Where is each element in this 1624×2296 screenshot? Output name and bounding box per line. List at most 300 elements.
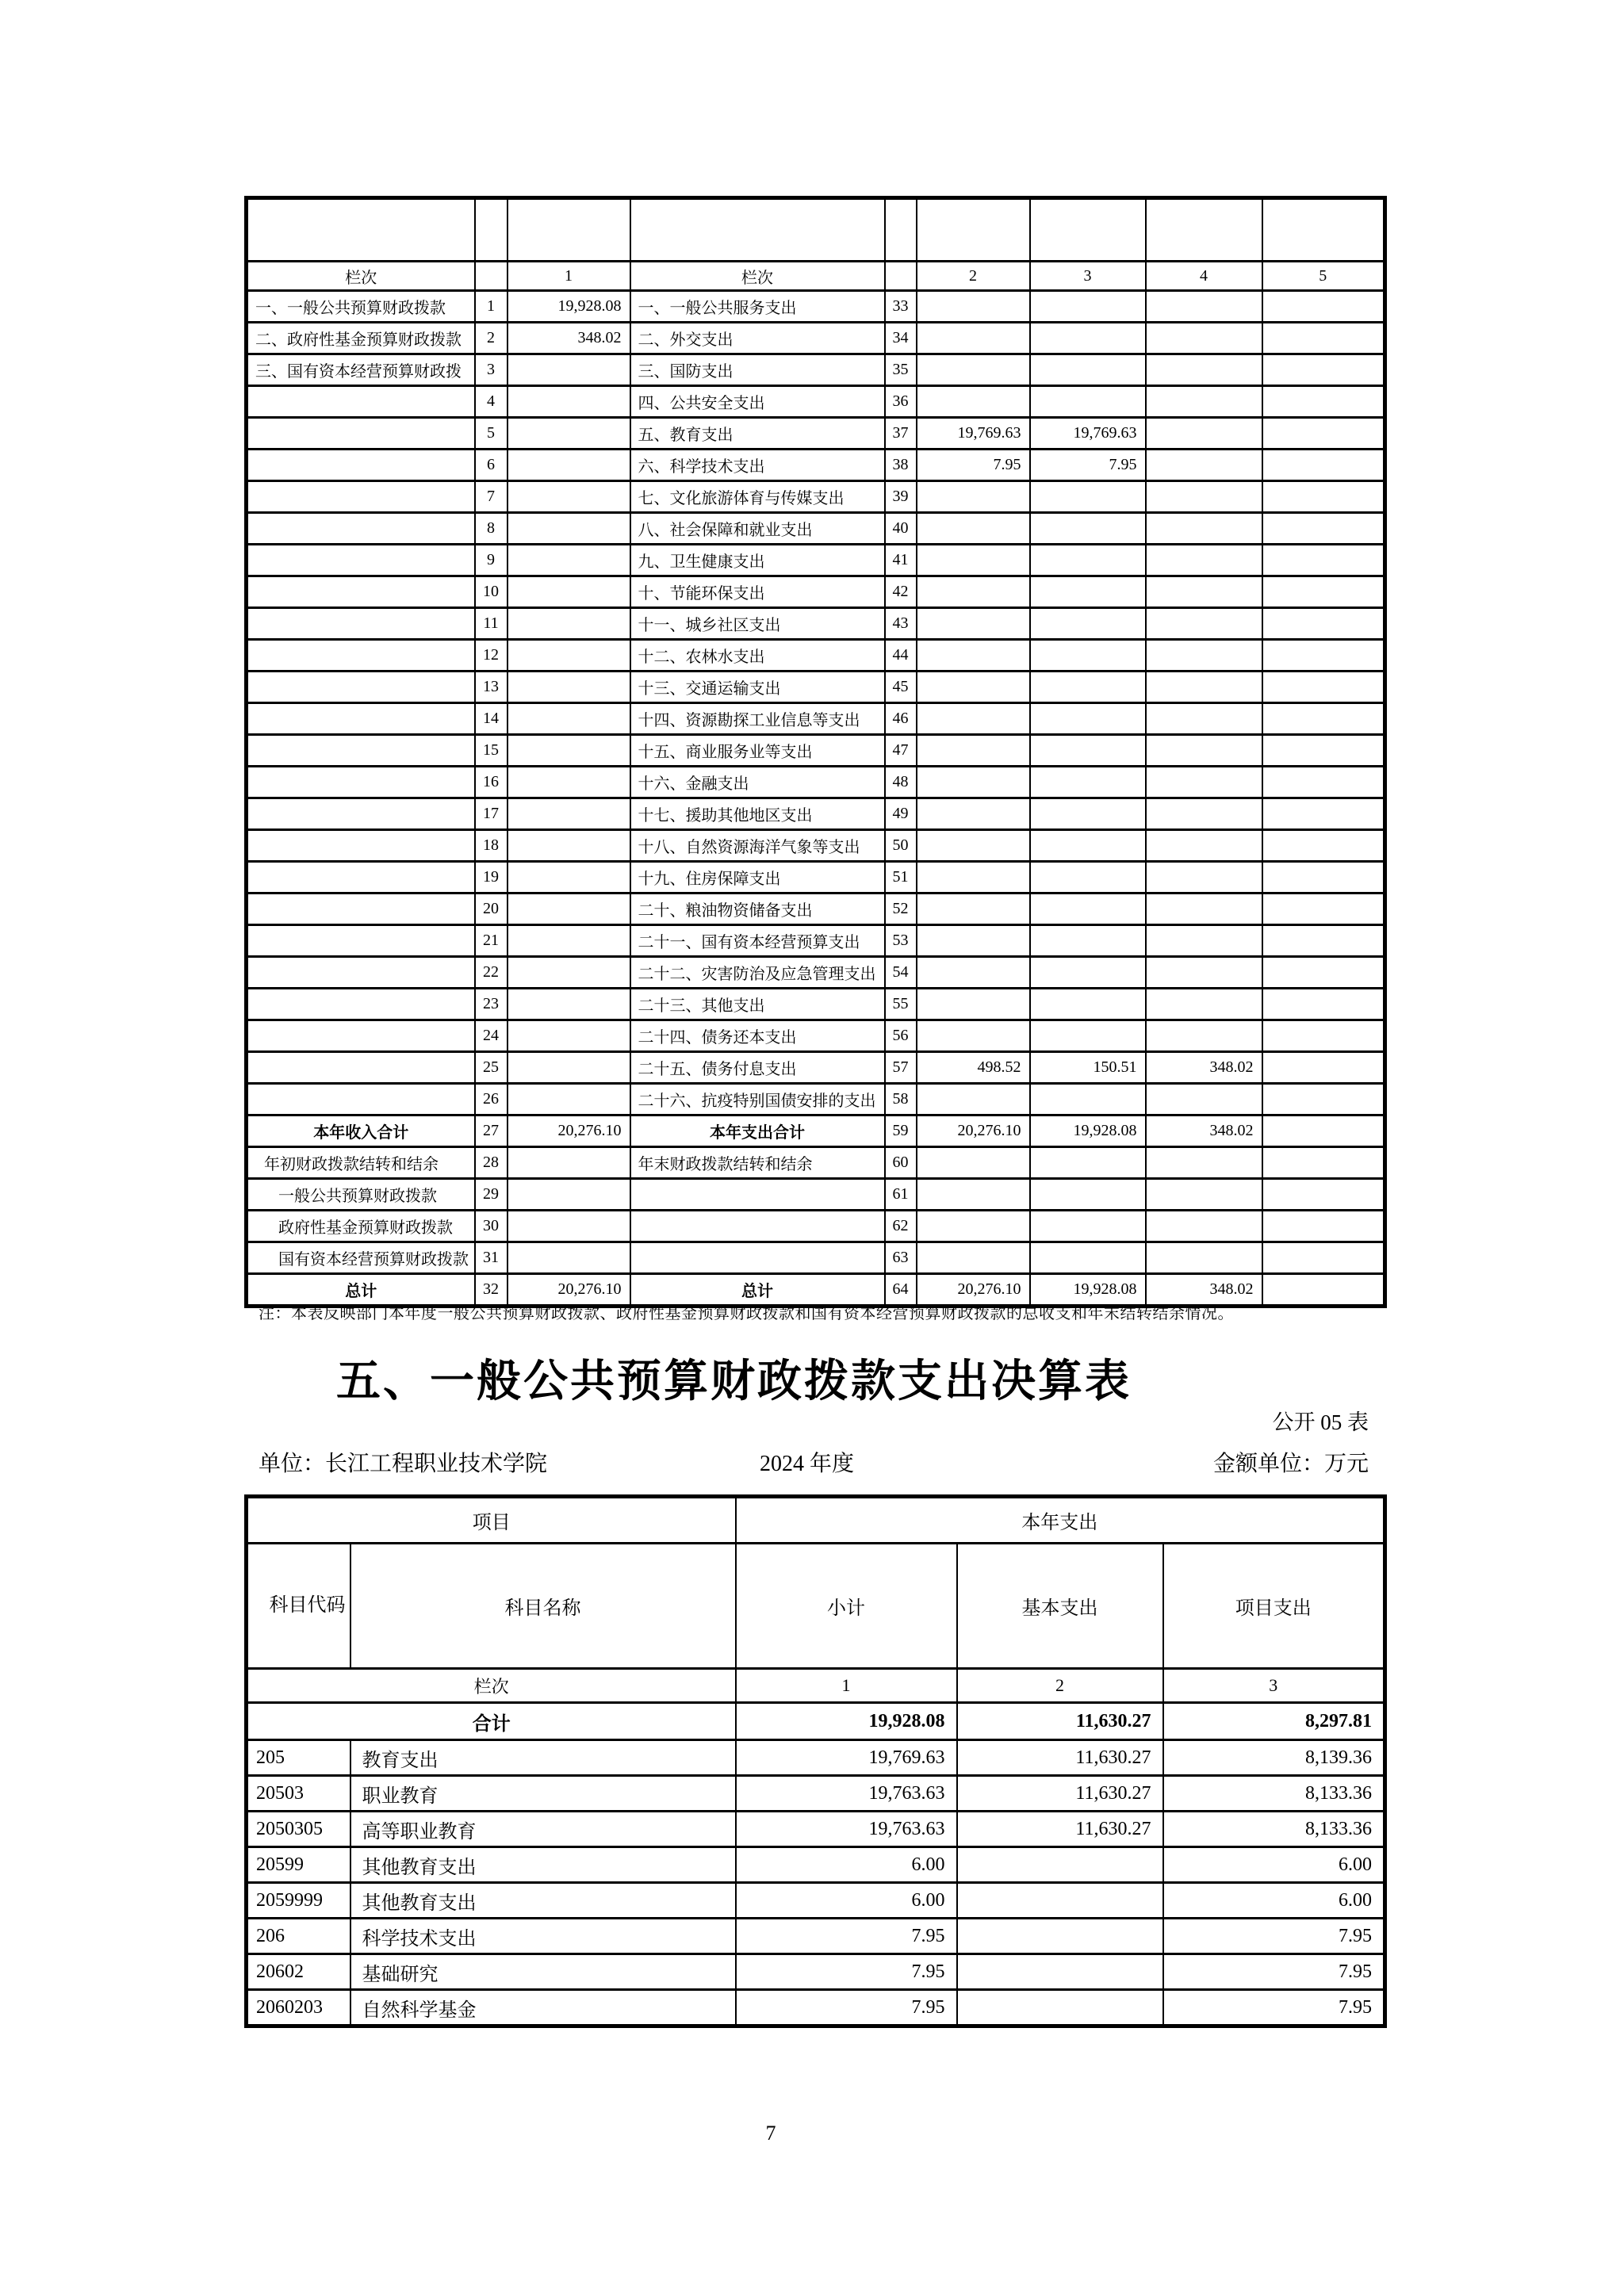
income-item-cell: 二、政府性基金预算财政拨款 [247,323,475,354]
project-expense-cell: 8,133.36 [1163,1776,1385,1812]
income-amount-cell: 348.02 [508,323,630,354]
expense-col4-cell [1146,894,1262,925]
expense-col5-cell [1262,608,1385,640]
expense-col2-cell [917,545,1030,576]
expense-col4-cell [1146,418,1262,450]
lanci-col1: 1 [508,262,630,291]
expense-col3-cell [1030,894,1146,925]
expense-line-number-cell: 49 [885,798,917,830]
income-amount-cell [508,1242,630,1274]
expense-item-cell: 六、科学技术支出 [630,450,885,481]
expense-item-cell: 十七、援助其他地区支出 [630,798,885,830]
expense-col3-cell [1030,640,1146,672]
expense-item-cell: 二、外交支出 [630,323,885,354]
table-row [247,767,1385,798]
table-row [247,672,1385,703]
income-amount-cell [508,1084,630,1115]
expense-item-cell: 十一、城乡社区支出 [630,608,885,640]
income-amount-cell [508,925,630,957]
income-amount-cell [508,608,630,640]
expense-col3-cell [1030,386,1146,418]
table-row [247,513,1385,545]
table-row [247,703,1385,735]
income-amount-cell [508,957,630,989]
total-project-cell: 8,297.81 [1163,1703,1385,1740]
expense-col5-cell [1262,481,1385,513]
income-amount-cell [508,862,630,894]
table-code-label: 公开 05 表 [1272,1410,1369,1434]
basic-expense-cell: 11,630.27 [957,1740,1163,1776]
expense-line-number-cell: 46 [885,703,917,735]
income-item-cell [247,830,475,862]
expense-col4-cell [1146,354,1262,386]
expense-col5-cell [1262,1084,1385,1115]
table-row [247,1052,1385,1084]
table-row [247,1812,1385,1847]
income-line-number-cell: 1 [475,291,508,323]
expense-col3-cell [1030,830,1146,862]
expense-col2-cell [917,513,1030,545]
expense-col3-cell [1030,481,1146,513]
expense-col2-cell [917,672,1030,703]
income-line-number-cell: 14 [475,703,508,735]
expense-line-number-cell: 41 [885,545,917,576]
lanci-label: 栏次 [247,1669,736,1703]
table-row [247,1847,1385,1883]
expense-col5-cell [1262,672,1385,703]
income-line-number-cell: 9 [475,545,508,576]
table-meta-row [244,1446,1383,1478]
expense-col3-cell [1030,989,1146,1020]
table-row [247,925,1385,957]
expense-line-number-cell: 38 [885,450,917,481]
table-row [247,1776,1385,1812]
expense-col2-cell [917,1211,1030,1242]
table-row [247,323,1385,354]
expense-col2-cell [917,291,1030,323]
expense-item-cell: 二十六、抗疫特别国债安排的支出 [630,1084,885,1115]
income-item-cell: 政府性基金预算财政拨款 [247,1211,475,1242]
expense-col2-cell [917,1179,1030,1211]
expense-col3-cell: 7.95 [1030,450,1146,481]
expense-line-number-cell: 42 [885,576,917,608]
expense-col3-cell [1030,798,1146,830]
expense-col5-cell [1262,862,1385,894]
expense-line-number-cell: 50 [885,830,917,862]
income-line-number-cell: 4 [475,386,508,418]
expense-col4-cell [1146,1084,1262,1115]
income-item-cell [247,862,475,894]
column-index-row [247,1669,1385,1703]
income-line-number-cell: 16 [475,767,508,798]
subtotal-cell: 7.95 [736,1919,957,1954]
income-item-cell [247,608,475,640]
total-row [247,1703,1385,1740]
income-amount-cell [508,1211,630,1242]
table-row [247,1242,1385,1274]
income-amount-cell [508,830,630,862]
income-amount-cell [508,386,630,418]
expense-col5-cell [1262,513,1385,545]
expense-line-number-cell: 59 [885,1115,917,1147]
table-row [247,957,1385,989]
expense-col3-cell [1030,608,1146,640]
expense-col3-cell [1030,545,1146,576]
income-amount-cell [508,640,630,672]
income-item-cell [247,450,475,481]
expense-col5-cell [1262,450,1385,481]
expense-line-number-cell: 36 [885,386,917,418]
expense-item-cell [630,1242,885,1274]
expense-col4-cell [1146,545,1262,576]
income-amount-cell [508,418,630,450]
income-amount-cell [508,767,630,798]
subject-code-header [247,1544,350,1669]
expense-col4-cell [1146,767,1262,798]
expense-item-cell: 二十一、国有资本经营预算支出 [630,925,885,957]
expense-col4-cell [1146,957,1262,989]
income-item-cell [247,418,475,450]
table-row [247,450,1385,481]
expense-col4-cell: 348.02 [1146,1274,1262,1307]
expense-col3-cell [1030,767,1146,798]
expense-item-cell [630,1179,885,1211]
income-line-number-cell: 21 [475,925,508,957]
expense-col2-cell [917,608,1030,640]
income-line-number-cell: 23 [475,989,508,1020]
income-item-cell [247,957,475,989]
income-line-number-cell: 32 [475,1274,508,1307]
expense-line-number-cell: 62 [885,1211,917,1242]
subject-code-cell: 20602 [247,1954,350,1990]
income-amount-cell [508,735,630,767]
expense-col2-cell [917,323,1030,354]
table-row [247,798,1385,830]
income-line-number-cell: 20 [475,894,508,925]
lanci-label: 栏次 [630,262,885,291]
project-expense-cell: 7.95 [1163,1990,1385,2026]
table-row [247,608,1385,640]
expense-col4-cell [1146,735,1262,767]
expense-item-cell: 二十四、债务还本支出 [630,1020,885,1052]
income-line-number-cell: 2 [475,323,508,354]
project-expense-cell: 8,133.36 [1163,1812,1385,1847]
expense-col5-cell [1262,1179,1385,1211]
expense-col2-cell: 7.95 [917,450,1030,481]
header-row-groups [247,1497,1385,1544]
expenditure-detail-table [244,1494,1387,2028]
expense-col3-cell [1030,672,1146,703]
expense-line-number-cell: 52 [885,894,917,925]
expense-col3-cell [1030,703,1146,735]
subject-code-cell: 20599 [247,1847,350,1883]
table-row-empty-header [247,198,1385,262]
income-amount-cell [508,545,630,576]
subtotal-cell: 19,769.63 [736,1740,957,1776]
expense-col4-cell [1146,576,1262,608]
expense-col5-cell [1262,957,1385,989]
subject-code-cell: 205 [247,1740,350,1776]
unit-label: 单位：长江工程职业技术学院 [259,1452,548,1476]
table-row [247,1084,1385,1115]
income-line-number-cell: 5 [475,418,508,450]
income-line-number-cell: 24 [475,1020,508,1052]
expense-col4-cell [1146,703,1262,735]
expense-line-number-cell: 64 [885,1274,917,1307]
expense-col5-cell [1262,735,1385,767]
income-line-number-cell: 19 [475,862,508,894]
basic-expense-cell [957,1919,1163,1954]
income-amount-cell [508,354,630,386]
expense-col3-cell [1030,862,1146,894]
table-row [247,354,1385,386]
income-amount-cell [508,989,630,1020]
income-line-number-cell: 6 [475,450,508,481]
subject-name-header: 科目名称 [350,1544,736,1669]
income-line-number-cell: 31 [475,1242,508,1274]
expense-item-cell: 十四、资源勘探工业信息等支出 [630,703,885,735]
expense-line-number-cell: 53 [885,925,917,957]
expense-line-number-cell: 37 [885,418,917,450]
project-expense-cell: 7.95 [1163,1954,1385,1990]
expense-col3-cell: 19,928.08 [1030,1115,1146,1147]
table-row [247,1179,1385,1211]
expense-item-cell: 二十、粮油物资储备支出 [630,894,885,925]
income-line-number-cell: 12 [475,640,508,672]
expense-line-number-cell: 54 [885,957,917,989]
expense-item-cell: 十五、商业服务业等支出 [630,735,885,767]
expense-col2-cell [917,386,1030,418]
income-line-number-cell: 8 [475,513,508,545]
income-amount-cell [508,481,630,513]
subject-name-cell: 职业教育 [350,1776,736,1812]
income-line-number-cell: 11 [475,608,508,640]
expense-col4-cell [1146,291,1262,323]
expense-col4-cell: 348.02 [1146,1052,1262,1084]
expense-col5-cell [1262,291,1385,323]
income-item-cell [247,798,475,830]
expense-col2-cell [917,957,1030,989]
income-item-cell: 一般公共预算财政拨款 [247,1179,475,1211]
table-row [247,1211,1385,1242]
expense-col5-cell [1262,703,1385,735]
lanci-label: 栏次 [247,262,475,291]
expense-col5-cell [1262,418,1385,450]
expense-col5-cell [1262,354,1385,386]
project-expense-cell: 8,139.36 [1163,1740,1385,1776]
expense-col4-cell [1146,1179,1262,1211]
income-item-cell [247,1052,475,1084]
table-row [247,291,1385,323]
expense-col3-cell [1030,1084,1146,1115]
expense-col4-cell [1146,798,1262,830]
expense-line-number-cell: 56 [885,1020,917,1052]
table-row [247,735,1385,767]
subtotal-cell: 7.95 [736,1990,957,2026]
income-line-number-cell: 17 [475,798,508,830]
expense-col3-cell [1030,1020,1146,1052]
income-line-number-cell: 18 [475,830,508,862]
subtotal-cell: 6.00 [736,1847,957,1883]
expense-item-cell: 二十三、其他支出 [630,989,885,1020]
total-label-cell: 合计 [247,1703,736,1740]
income-item-cell [247,481,475,513]
expense-item-cell: 二十五、债务付息支出 [630,1052,885,1084]
year-label: 2024 年度 [760,1452,855,1476]
expense-col2-cell [917,576,1030,608]
expense-col3-cell: 19,928.08 [1030,1274,1146,1307]
income-line-number-cell: 28 [475,1147,508,1179]
expense-col2-cell [917,862,1030,894]
expense-col5-cell [1262,798,1385,830]
expense-col5-cell [1262,386,1385,418]
table-note: 注：本表反映部门本年度一般公共预算财政拨款、政府性基金预算财政拨款和国有资本经营预算财政拨款的总收支和年末结转结余情况。 [259,1305,1234,1322]
budget-summary-table [244,196,1387,1308]
subject-code-cell: 20503 [247,1776,350,1812]
expense-line-number-cell: 60 [885,1147,917,1179]
empty-cell [1262,198,1385,262]
subtotal-header: 小计 [736,1544,957,1669]
expense-col4-cell [1146,640,1262,672]
basic-expense-cell: 11,630.27 [957,1776,1163,1812]
expense-col4-cell [1146,323,1262,354]
income-item-cell [247,640,475,672]
expense-line-number-cell: 57 [885,1052,917,1084]
expense-col5-cell [1262,323,1385,354]
expense-item-cell: 九、卫生健康支出 [630,545,885,576]
subject-code-cell: 206 [247,1919,350,1954]
expense-item-cell: 七、文化旅游体育与传媒支出 [630,481,885,513]
header-row-columns [247,1544,1385,1669]
expense-col4-cell [1146,1242,1262,1274]
expense-col3-cell [1030,1179,1146,1211]
income-amount-cell [508,1179,630,1211]
income-item-cell [247,989,475,1020]
expense-col2-cell [917,1084,1030,1115]
expense-col5-cell [1262,1242,1385,1274]
expense-item-cell: 八、社会保障和就业支出 [630,513,885,545]
income-amount-cell: 20,276.10 [508,1274,630,1307]
subject-code-cell: 2059999 [247,1883,350,1919]
expense-col2-cell [917,894,1030,925]
empty-cell [885,262,917,291]
expense-col5-cell [1262,640,1385,672]
income-item-cell [247,703,475,735]
income-item-cell [247,767,475,798]
table-row [247,481,1385,513]
expense-col5-cell [1262,925,1385,957]
expense-item-cell: 本年支出合计 [630,1115,885,1147]
expense-line-number-cell: 55 [885,989,917,1020]
income-line-number-cell: 10 [475,576,508,608]
table-row [247,1883,1385,1919]
income-item-cell: 一、一般公共预算财政拨款 [247,291,475,323]
subtotal-cell: 6.00 [736,1883,957,1919]
income-item-cell [247,1084,475,1115]
expense-col4-cell [1146,925,1262,957]
expense-col3-cell [1030,513,1146,545]
subtotal-cell: 19,763.63 [736,1812,957,1847]
expense-col4-cell [1146,386,1262,418]
subject-name-cell: 教育支出 [350,1740,736,1776]
expense-col5-cell [1262,894,1385,925]
expense-col2-cell: 20,276.10 [917,1115,1030,1147]
expense-item-cell [630,1211,885,1242]
amount-unit-label: 金额单位：万元 [1212,1452,1369,1476]
expense-col3-cell [1030,354,1146,386]
project-expense-cell: 6.00 [1163,1883,1385,1919]
expense-col5-cell [1262,1211,1385,1242]
expense-col5-cell [1262,1115,1385,1147]
income-amount-cell [508,1052,630,1084]
expense-item-cell: 十、节能环保支出 [630,576,885,608]
income-item-cell [247,545,475,576]
income-amount-cell [508,576,630,608]
expense-col3-cell [1030,291,1146,323]
expense-col4-cell [1146,481,1262,513]
expense-col2-cell [917,989,1030,1020]
expense-col5-cell [1262,576,1385,608]
section-title: 五、一般公共预算财政拨款支出决算表 [336,1356,1132,1406]
expense-col2-cell [917,1242,1030,1274]
table-row [247,1740,1385,1776]
table-row [247,830,1385,862]
expense-col3-cell [1030,323,1146,354]
total-subtotal-cell: 19,928.08 [736,1703,957,1740]
expense-col4-cell: 348.02 [1146,1115,1262,1147]
income-line-number-cell: 25 [475,1052,508,1084]
expense-col2-cell [917,798,1030,830]
income-line-number-cell: 7 [475,481,508,513]
expense-line-number-cell: 61 [885,1179,917,1211]
expense-col2-cell [917,925,1030,957]
expense-col3-cell [1030,957,1146,989]
expense-col2-cell [917,830,1030,862]
expense-col2-cell [917,767,1030,798]
table-row [247,1990,1385,2026]
income-item-cell: 三、国有资本经营预算财政拨 [247,354,475,386]
expense-col3-cell [1030,925,1146,957]
expense-col3-cell [1030,1242,1146,1274]
lanci-col3: 3 [1030,262,1146,291]
subject-name-cell: 自然科学基金 [350,1990,736,2026]
expense-col3-cell: 19,769.63 [1030,418,1146,450]
empty-cell [885,198,917,262]
expense-col2-cell [917,354,1030,386]
basic-expense-cell [957,1954,1163,1990]
income-amount-cell [508,672,630,703]
expense-col3-cell [1030,576,1146,608]
expense-col5-cell [1262,1147,1385,1179]
income-item-cell: 国有资本经营预算财政拨款 [247,1242,475,1274]
expense-col3-cell [1030,1147,1146,1179]
income-item-cell: 总计 [247,1274,475,1307]
income-line-number-cell: 22 [475,957,508,989]
table-row [247,1020,1385,1052]
expense-col5-cell [1262,830,1385,862]
subtotal-cell: 19,763.63 [736,1776,957,1812]
income-amount-cell [508,513,630,545]
expense-col2-cell [917,1020,1030,1052]
table-row [247,545,1385,576]
year-expense-group-header: 本年支出 [736,1497,1385,1544]
table-row [247,640,1385,672]
expense-line-number-cell: 40 [885,513,917,545]
income-item-cell [247,925,475,957]
page-number: 7 [765,2122,776,2145]
expense-item-cell: 十六、金融支出 [630,767,885,798]
expense-col4-cell [1146,1020,1262,1052]
